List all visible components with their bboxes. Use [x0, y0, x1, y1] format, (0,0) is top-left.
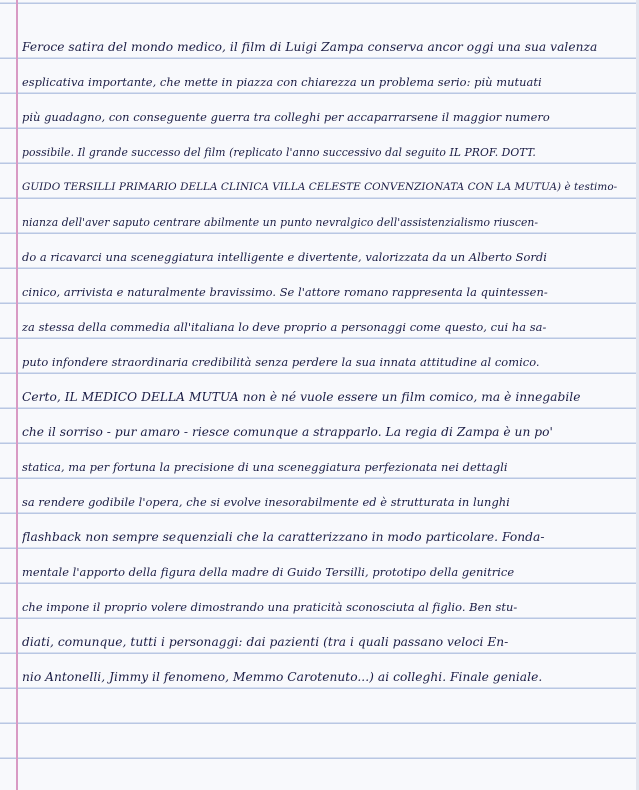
text-line: statica, ma per fortuna la precisione di una sceneggiatura perfezionata nei dettagli	[22, 460, 508, 474]
text-line: Feroce satira del mondo medico, il film di Luigi Zampa conserva ancor oggi una sua valenza	[22, 40, 598, 54]
text-line: che impone il proprio volere dimostrando una praticità sconosciuta al figlio. Ben stu-	[22, 600, 518, 614]
text-line: mentale l'apporto della figura della madre di Guido Tersilli, prototipo della genitrice	[22, 565, 515, 579]
text-line: Certo, IL MEDICO DELLA MUTUA non è né vuole essere un film comico, ma è innegabile	[22, 390, 581, 404]
text-line: cinico, arrivista e naturalmente bravissimo. Se l'attore romano rappresenta la quintessen-	[22, 285, 548, 299]
text-line: flashback non sempre sequenziali che la caratterizzano in modo particolare. Fonda-	[22, 530, 545, 544]
text-line: nio Antonelli, Jimmy il fenomeno, Memmo Carotenuto...) ai colleghi. Finale geniale.	[22, 670, 543, 684]
text-line: sa rendere godibile l'opera, che si evolve inesorabilmente ed è strutturata in lunghi	[22, 495, 510, 509]
text-line: esplicativa importante, che mette in piazza con chiarezza un problema serio: più mutuati	[22, 75, 542, 89]
text-line: za stessa della commedia all'italiana lo deve proprio a personaggi come questo, cui ha sa-	[22, 320, 547, 334]
handwritten-review-text	[22, 30, 634, 695]
text-line: più guadagno, con conseguente guerra tra colleghi per accaparrarsene il maggior numero	[22, 110, 550, 124]
text-line: nianza dell'aver saputo centrare abilmente un punto nevralgico dell'assistenzialismo riuscen-	[22, 216, 539, 229]
text-line: GUIDO TERSILLI PRIMARIO DELLA CLINICA VILLA CELESTE CONVENZIONATA CON LA MUTUA) è testimo-	[22, 181, 618, 193]
text-line: possibile. Il grande successo del film (replicato l'anno successivo dal seguito IL PROF. DOTT.	[22, 146, 536, 159]
text-line: puto infondere straordinaria credibilità senza perdere la sua innata attitudine al comico.	[22, 355, 540, 369]
text-line: diati, comunque, tutti i personaggi: dai pazienti (tra i quali passano veloci En-	[22, 635, 509, 649]
margin-line	[16, 0, 18, 790]
text-line: do a ricavarci una sceneggiatura intelligente e divertente, valorizzata da un Alberto Sordi	[22, 250, 547, 264]
text-line: che il sorriso - pur amaro - riesce comunque a strapparlo. La regia di Zampa è un po'	[22, 425, 553, 439]
